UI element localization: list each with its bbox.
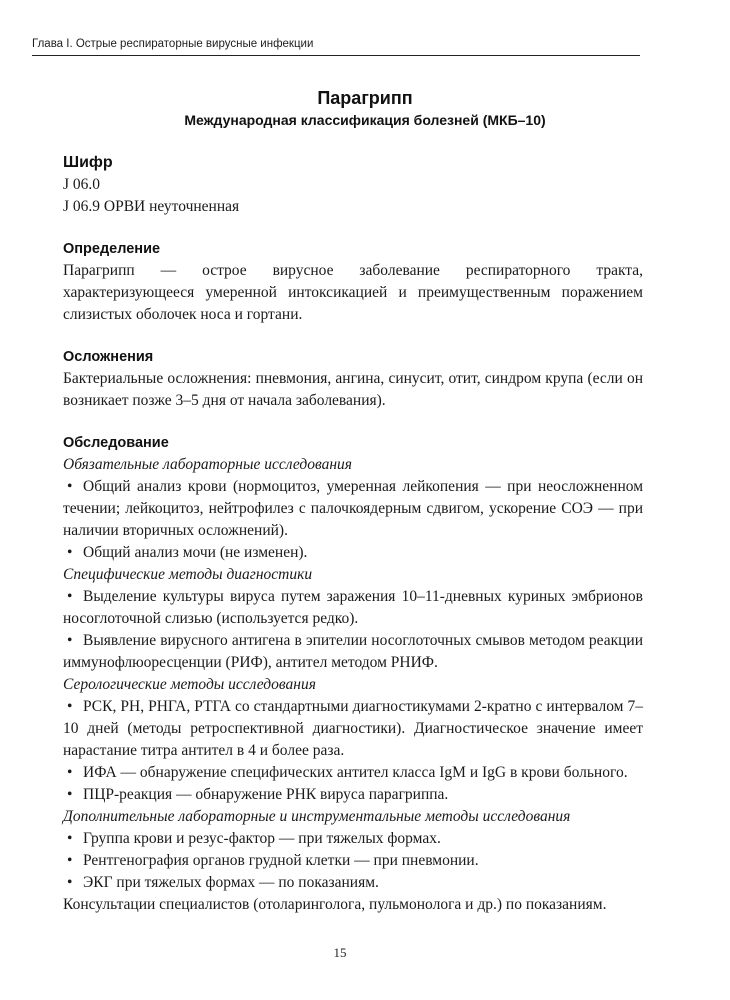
section-heading-code: Шифр [63, 154, 113, 171]
content [63, 152, 643, 916]
subsection-additional: Дополнительные лабораторные и инструментальные методы исследования [63, 808, 571, 825]
bullet-icon: • [67, 698, 73, 715]
list-item: • ИФА — обнаружение специфических антител класса IgM и IgG в крови больного. [63, 762, 643, 784]
bullet-icon: • [67, 764, 73, 781]
header-rule [32, 55, 640, 56]
list-item: • Общий анализ крови (нормоцитоз, умеренная лейкопения — при неосложненном течении; лейкоцитоз, нейтрофилез с палочкоядерным сдвигом, ускорение СОЭ — при наличии вторичных осложнений). [63, 478, 643, 539]
subsection-mandatory: Обязательные лабораторные исследования [63, 456, 352, 473]
list-item: • ПЦР-реакция — обнаружение РНК вируса парагриппа. [63, 784, 643, 806]
bullet-icon: • [67, 874, 73, 891]
list-item: • Группа крови и резус-фактор — при тяжелых формах. [63, 828, 643, 850]
definition-text: Парагрипп — острое вирусное заболевание респираторного тракта, характеризующееся умеренной интоксикацией и преимущественным поражением слизистых оболочек носа и гортани. [63, 262, 643, 323]
list-item: • ЭКГ при тяжелых формах — по показаниям. [63, 872, 643, 894]
page-number: 15 [333, 945, 347, 960]
list-item: • Рентгенография органов грудной клетки — при пневмонии. [63, 850, 643, 872]
code-line: J 06.0 [63, 176, 101, 193]
list-item: • Общий анализ мочи (не изменен). [63, 542, 643, 564]
page-title: Парагрипп [317, 88, 413, 108]
page-subtitle: Международная классификация болезней (МКБ–10) [184, 112, 546, 128]
running-head: Глава I. Острые респираторные вирусные инфекции [32, 38, 314, 50]
code-line: J 06.9 ОРВИ неуточненная [63, 198, 240, 215]
complications-text: Бактериальные осложнения: пневмония, ангина, синусит, отит, синдром крупа (если он возникает позже 3–5 дня от начала заболевания). [63, 370, 643, 409]
bullet-icon: • [67, 478, 73, 495]
section-heading-complications: Осложнения [63, 349, 154, 365]
section-heading-definition: Определение [63, 241, 161, 257]
bullet-icon: • [67, 786, 73, 803]
list-item: • РСК, РН, РНГА, РТГА со стандартными диагностикумами 2-кратно с интервалом 7–10 дней (методы ретроспективной диагностики). Диагностическое значение имеет нарастание титра антител в 4 и более раза. [63, 698, 643, 759]
bullet-icon: • [67, 632, 73, 649]
subsection-serological: Серологические методы исследования [63, 676, 316, 693]
subsection-specific: Специфические методы диагностики [63, 566, 313, 583]
bullet-icon: • [67, 852, 73, 869]
list-item: • Выделение культуры вируса путем заражения 10–11-дневных куриных эмбрионов носоглоточной слизью (используется редко). [63, 588, 643, 627]
bullet-icon: • [67, 830, 73, 847]
section-heading-examination: Обследование [63, 435, 169, 451]
bullet-icon: • [67, 544, 73, 561]
list-item: • Выявление вирусного антигена в эпителии носоглоточных смывов методом реакции иммунофлюоресценции (РИФ), антител методом РНИФ. [63, 632, 643, 671]
consultations-text: Консультации специалистов (отоларинголога, пульмонолога и др.) по показаниям. [63, 896, 607, 913]
bullet-icon: • [67, 588, 73, 605]
